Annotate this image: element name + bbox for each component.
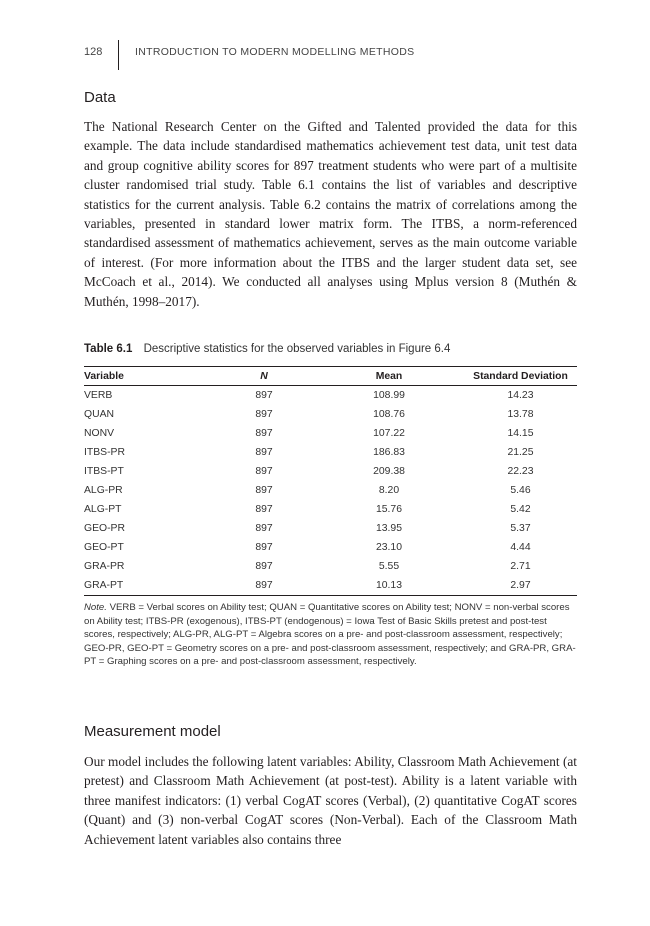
measurement-paragraph [84,752,577,849]
table-caption [84,343,450,355]
cell-n: 897 [214,576,314,596]
cell-mean: 23.10 [375,542,402,553]
cell-mean: 10.13 [314,576,464,596]
table-row [84,443,577,462]
data-paragraph [84,117,577,311]
cell-n: 897 [255,466,273,477]
cell-n: 897 [255,447,273,458]
paragraph-text: Our model includes the following latent variables: Ability, Classroom Math Achievement (at pretest) and Classroom Math Achievement (at post-test). Ability is a latent variable with three manifest indicators: (1) verbal CogAT scores (Verbal), (2) quantitative CogAT scores (Quant) and (3) non-verbal CogAT scores (Non-Verbal). Each of the Classroom Math Achievement latent variables also contains three [84,754,577,847]
cell-sd: 22.23 [507,466,534,477]
column-header-mean: Mean [314,367,464,386]
cell-variable: GRA-PR [84,561,125,572]
table-row [84,538,577,557]
cell-mean: 186.83 [373,447,405,458]
cell-mean: 108.99 [373,390,405,401]
cell-sd: 4.44 [510,542,531,553]
cell-n: 897 [255,485,273,496]
table-row [84,424,577,443]
cell-mean: 8.20 [378,485,400,496]
running-head: INTRODUCTION TO MODERN MODELLING METHODS [135,46,415,58]
cell-variable: NONV [84,428,115,439]
cell-mean: 209.38 [373,466,405,477]
table-row [84,405,577,424]
cell-sd: 2.97 [464,576,577,596]
column-header-n: N [214,367,314,386]
column-header-sd: Standard Deviation [464,367,577,386]
cell-mean: 107.22 [373,428,405,439]
cell-sd: 5.46 [510,485,531,496]
table-label: Table 6.1 [84,343,133,355]
cell-variable: ALG-PT [84,504,122,515]
table-note-text: VERB = Verbal scores on Ability test; QUAN = Quantitative scores on Ability test; NONV = non-verbal scores on Ability test; ITBS-PR (exogenous), ITBS-PT (endogenous) = Iowa Test of Basic Skills pretest and post-test scores, respectively; ALG-PR, ALG-PT = Algebra scores on a pre- and post-classroom assessment, respectively; GEO-PR, GEO-PT = Geometry scores on a pre- and post-classroom assessment, respectively; and GRA-PR, GRA-PT = Graphing scores on a pre- and post-classroom assessment, respectively. [84,602,576,668]
cell-mean: 13.95 [375,523,402,534]
cell-variable: ITBS-PR [84,447,125,458]
cell-mean: 5.55 [378,561,400,572]
column-header-variable: Variable [84,367,214,386]
cell-variable: GEO-PR [84,523,125,534]
cell-n: 897 [255,428,273,439]
cell-sd: 21.25 [507,447,534,458]
cell-sd: 2.71 [510,561,531,572]
section-heading-data: Data [84,89,116,106]
cell-n: 897 [255,523,273,534]
table-row [84,557,577,576]
cell-n: 897 [255,409,273,420]
table-row [84,500,577,519]
header-divider [118,40,119,70]
table-header-row [84,367,577,386]
page-number: 128 [84,46,103,58]
cell-mean: 108.76 [373,409,405,420]
cell-sd: 14.23 [507,390,534,401]
cell-variable: ITBS-PT [84,466,124,477]
cell-sd: 5.37 [510,523,531,534]
cell-sd: 5.42 [510,504,531,515]
cell-variable: ALG-PR [84,485,123,496]
table-note-label: Note. [84,602,107,613]
cell-variable: GEO-PT [84,542,124,553]
table-caption-text: Descriptive statistics for the observed variables in Figure 6.4 [143,343,451,355]
cell-variable: QUAN [84,409,115,420]
cell-variable: VERB [84,390,113,401]
cell-sd: 13.78 [507,409,534,420]
cell-n: 897 [255,542,273,553]
cell-n: 897 [255,561,273,572]
table-row [84,576,577,596]
cell-n: 897 [255,504,273,515]
cell-mean: 15.76 [375,504,402,515]
table-row [84,462,577,481]
page-header [84,40,580,70]
table-note [84,601,577,669]
table-row [84,386,577,406]
table-row [84,519,577,538]
cell-variable: GRA-PT [84,576,214,596]
table-row [84,481,577,500]
cell-sd: 14.15 [507,428,534,439]
descriptive-statistics-table [84,366,577,596]
paragraph-text: The National Research Center on the Gifted and Talented provided the data for this example. The data include standardised mathematics achievement test data, unit test data and group cognitive ability scores for 897 treatment students who were part of a multisite cluster randomised trial study. Table 6.1 contains the list of variables and descriptive statistics for the current analysis. Table 6.2 contains the matrix of correlations among the variables, presented in standard lower matrix form. The ITBS, a norm-referenced standardised assessment of mathematics achievement, serves as the main outcome variable of interest. (For more information about the ITBS and the larger student data set, see McCoach et al., 2014). We conducted all analyses using Mplus version 8 (Muthén & Muthén, 1998–2017). [84,119,577,309]
cell-n: 897 [255,390,273,401]
section-heading-measurement-model: Measurement model [84,723,221,740]
